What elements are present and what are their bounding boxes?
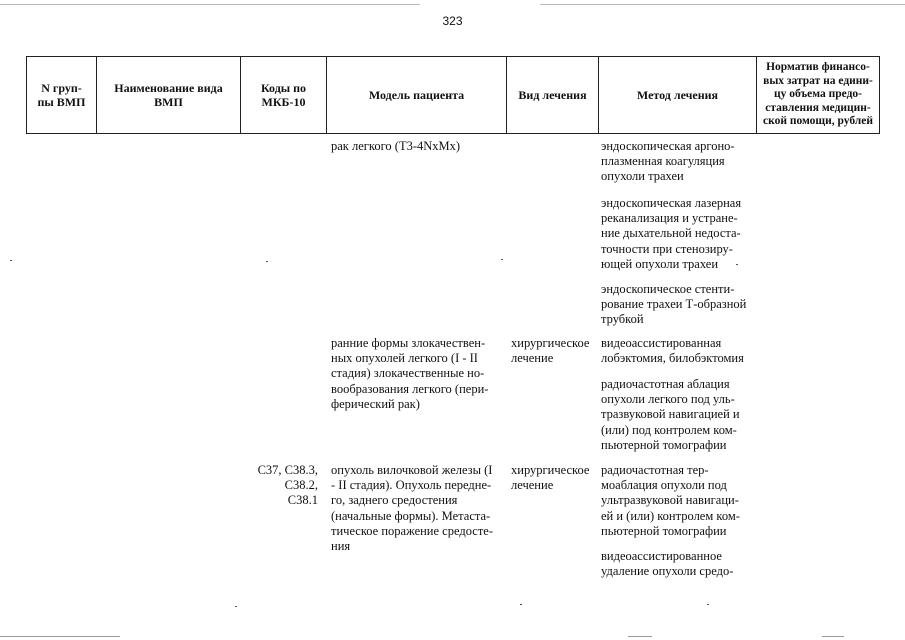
header-method: Метод лечения	[636, 88, 719, 102]
header-bottom-border	[26, 133, 880, 134]
row2-method-1: видеоассистированная лобэктомия, билобэктомия	[601, 336, 744, 366]
top-rule-right	[540, 4, 905, 5]
row2-method-2: радиочастотная аблация опухоли легкого под уль- тразвуковой навигацией и (или) под контролем ком- пьютерной томографии	[601, 377, 740, 452]
row1-method-1: эндоскопическая аргоно- плазменная коагуляция опухоли трахеи	[601, 139, 735, 184]
scan-speck	[10, 260, 12, 261]
scan-speck	[707, 604, 709, 605]
bottom-edge-mark	[822, 636, 844, 637]
scan-speck	[235, 606, 237, 607]
bottom-edge-mark	[628, 636, 652, 637]
row3-model: опухоль вилочковой железы (I - II стадия). Опухоль передне- го, заднего средостения (начальные формы). Метаста- тическое поражение средосте- ния	[331, 463, 493, 554]
row3-method-2: видеоассистированное удаление опухоли средо-	[601, 549, 734, 579]
scan-speck	[736, 264, 738, 265]
header-divider	[879, 56, 880, 134]
bottom-edge-mark	[0, 636, 120, 637]
header-type: Вид лечения	[518, 88, 587, 102]
row1-method-2: эндоскопическая лазерная реканализация и устране- ние дыхательной недоста- точности при стенозиру- ющей опухоли трахеи	[601, 196, 742, 271]
row3-codes: С37, С38.3, С38.2, С38.1	[257, 463, 318, 508]
header-group: N груп- пы ВМП	[37, 81, 86, 109]
scan-speck	[520, 604, 522, 605]
scan-speck	[501, 259, 503, 260]
header-model: Модель пациента	[368, 88, 465, 102]
scan-speck	[266, 261, 268, 262]
row3-method-1: радиочастотная тер- моаблация опухоли под ультразвуковой навигаци- ей и (или) контролем ком- пьютерной томографии	[601, 463, 740, 538]
row1-model: рак легкого (Т3-4NxMx)	[331, 139, 461, 153]
page-number: 323	[442, 14, 463, 28]
header-norm: Норматив финансо- вых затрат на едини- цу объема предо- ставления медицин- ской помощи, рублей	[763, 61, 873, 128]
top-rule-left	[0, 4, 420, 5]
row1-method-3: эндоскопическое стенти- рование трахеи Т-образной трубкой	[601, 282, 747, 327]
row3-type: хирургическое лечение	[511, 463, 590, 493]
row2-model: ранние формы злокачествен- ных опухолей легкого (I - II стадия) злокачественные но- вообразования легкого (пери- ферический рак)	[331, 336, 489, 411]
row2-type: хирургическое лечение	[511, 336, 590, 366]
header-name: Наименование вида ВМП	[114, 81, 223, 109]
header-codes: Коды по МКБ-10	[260, 81, 307, 109]
